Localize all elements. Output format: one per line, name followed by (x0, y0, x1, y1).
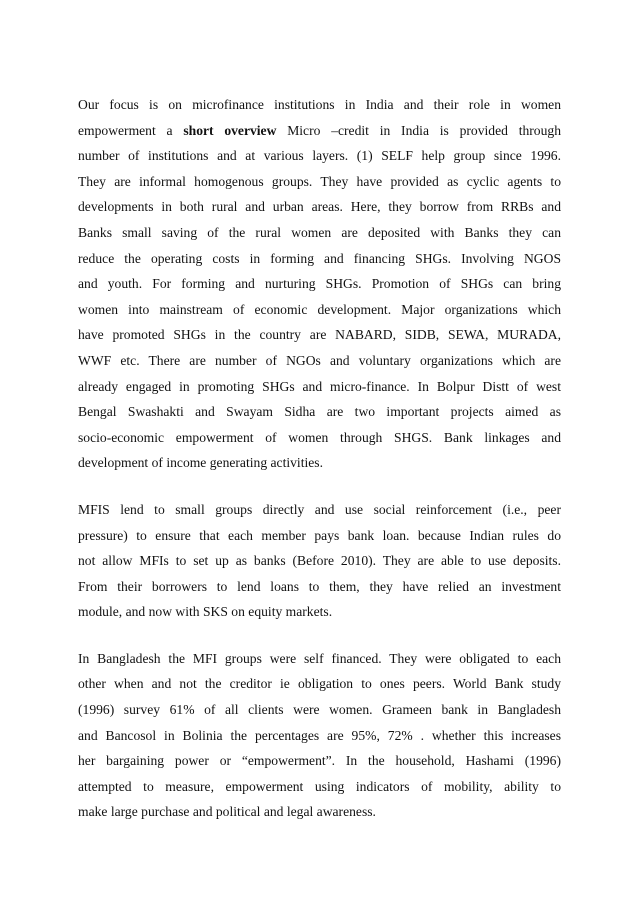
text-line: MFIS lend to small groups directly and use social reinforcement (i.e., peer (78, 501, 561, 517)
text-segment: empowerment a (78, 122, 184, 138)
text-line: Banks small saving of the rural women are deposited with Banks they can (78, 224, 561, 240)
text-line: module, and now with SKS on equity markets. (78, 604, 333, 620)
text-line: and youth. For forming and nurturing SHGs. Promotion of SHGs can bring (78, 276, 561, 292)
text-segment: Micro –credit in India is provided through (276, 122, 561, 138)
text-line: Bengal Swashakti and Swayam Sidha are two important projects aimed as (78, 404, 561, 420)
text-line: her bargaining power or “empowerment”. In the household, Hashami (1996) (78, 753, 561, 769)
text-line: pressure) to ensure that each member pays bank loan. because Indian rules do (78, 527, 561, 543)
text-line: socio-economic empowerment of women through SHGS. Bank linkages and (78, 429, 561, 445)
text-line (78, 118, 561, 144)
text-line: (1996) survey 61% of all clients were women. Grameen bank in Bangladesh (78, 702, 561, 718)
text-line: From their borrowers to lend loans to them, they have relied an investment (78, 578, 561, 594)
text-line: not allow MFIs to set up as banks (Before 2010). They are able to use deposits. (78, 553, 561, 569)
text-line: development of income generating activities. (78, 455, 323, 471)
text-line: In Bangladesh the MFI groups were self financed. They were obligated to each (78, 650, 561, 666)
text-line: make large purchase and political and legal awareness. (78, 804, 376, 820)
text-line: already engaged in promoting SHGs and micro-finance. In Bolpur Distt of west (78, 378, 561, 394)
document-page (78, 92, 561, 846)
text-line: They are informal homogenous groups. They have provided as cyclic agents to (78, 173, 561, 189)
paragraph-shg-overview (78, 92, 561, 476)
text-line: and Bancosol in Bolinia the percentages are 95%, 72% . whether this increases (78, 727, 561, 743)
text-line: developments in both rural and urban areas. Here, they borrow from RRBs and (78, 199, 561, 215)
text-line: women into mainstream of economic development. Major organizations which (78, 301, 561, 317)
bold-phrase: short overview (183, 122, 277, 138)
text-line: attempted to measure, empowerment using indicators of mobility, ability to (78, 778, 561, 794)
text-line: Our focus is on microfinance institutions in India and their role in women (78, 97, 561, 112)
text-line: reduce the operating costs in forming and financing SHGs. Involving NGOS (78, 250, 561, 266)
paragraph-mfis (78, 497, 561, 625)
paragraph-bangladesh (78, 646, 561, 825)
text-line: WWF etc. There are number of NGOs and voluntary organizations which are (78, 352, 561, 368)
text-line: other when and not the creditor ie obligation to ones peers. World Bank study (78, 676, 561, 692)
text-line: have promoted SHGs in the country are NABARD, SIDB, SEWA, MURADA, (78, 327, 561, 343)
text-line: number of institutions and at various layers. (1) SELF help group since 1996. (78, 148, 561, 164)
